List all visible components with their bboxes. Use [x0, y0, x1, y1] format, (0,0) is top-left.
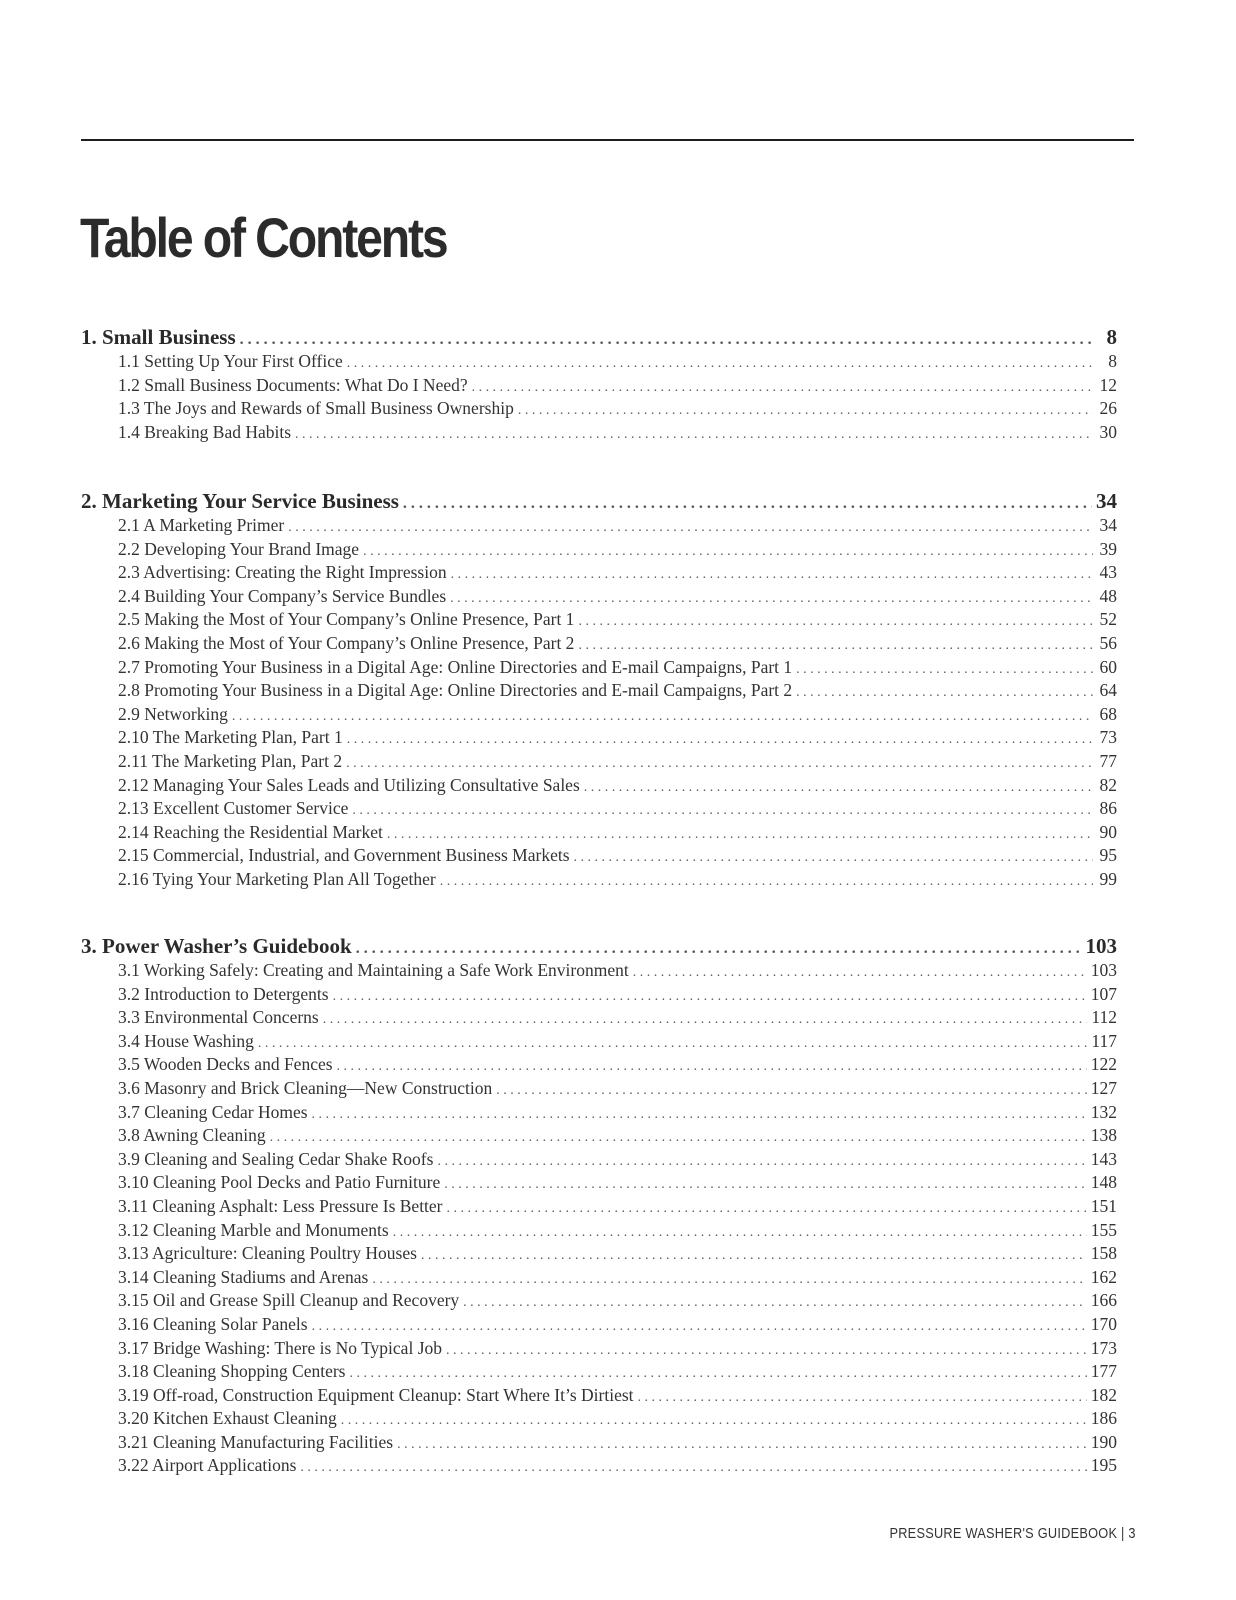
toc-entry[interactable] [81, 351, 1117, 375]
toc-entry[interactable] [81, 1314, 1117, 1338]
page-number: 112 [1091, 1007, 1117, 1028]
dot-leader [323, 1012, 1088, 1028]
page-number: 162 [1090, 1266, 1117, 1287]
toc-section-1 [81, 325, 1117, 445]
entry-title: 2.9 Networking [118, 703, 228, 724]
page-number: 127 [1090, 1077, 1117, 1098]
entry-title: 2.14 Reaching the Residential Market [118, 821, 383, 842]
toc-entry[interactable] [81, 1432, 1117, 1456]
entry-title: 1.4 Breaking Bad Habits [118, 421, 292, 442]
page-number: 148 [1090, 1172, 1117, 1193]
toc-entry[interactable] [81, 727, 1117, 751]
toc-entry[interactable] [81, 680, 1117, 704]
entry-title: 2.10 The Marketing Plan, Part 1 [118, 727, 343, 748]
page-number: 56 [1099, 632, 1117, 653]
toc-entry[interactable] [81, 1125, 1117, 1149]
page-number: 73 [1099, 727, 1117, 748]
toc-entry[interactable] [81, 1007, 1117, 1031]
page-number: 90 [1099, 821, 1117, 842]
toc-entry[interactable] [81, 775, 1117, 799]
page-number: 26 [1099, 398, 1117, 419]
dot-leader [638, 1390, 1087, 1406]
toc-entry[interactable] [81, 1361, 1117, 1385]
toc-entry[interactable] [81, 984, 1117, 1008]
dot-leader [300, 1460, 1086, 1476]
dot-leader [347, 356, 1093, 372]
page-number: 39 [1099, 538, 1117, 559]
page-number: 186 [1090, 1408, 1117, 1429]
page-number: 95 [1099, 845, 1117, 866]
dot-leader [341, 1413, 1087, 1429]
page-number: 103 [1090, 960, 1117, 980]
dot-leader [574, 850, 1093, 866]
dot-leader [312, 1319, 1087, 1335]
page-number: 170 [1090, 1313, 1117, 1334]
entry-title: 3.10 Cleaning Pool Decks and Patio Furniture [118, 1172, 441, 1193]
page-number: 82 [1099, 774, 1117, 795]
toc-entry[interactable] [81, 960, 1117, 984]
toc-entry[interactable] [81, 822, 1117, 846]
toc-entry[interactable] [81, 1031, 1117, 1055]
entry-title: 2.16 Tying Your Marketing Plan All Together [118, 868, 436, 889]
dot-leader [349, 1366, 1086, 1382]
page-number: 99 [1099, 868, 1117, 889]
toc-entry[interactable] [81, 657, 1117, 681]
page-number: 195 [1090, 1455, 1117, 1476]
entry-title: 3.7 Cleaning Cedar Homes [118, 1101, 308, 1122]
entry-title: 2.4 Building Your Company’s Service Bundles [118, 585, 447, 606]
dot-leader [578, 638, 1093, 654]
page-number: 77 [1099, 750, 1117, 771]
toc-entry[interactable] [81, 398, 1117, 422]
dot-leader [584, 780, 1093, 796]
entry-title: 2.15 Commercial, Industrial, and Government Business Markets [118, 845, 570, 866]
entry-title: 2.5 Making the Most of Your Company’s Online Presence, Part 1 [118, 609, 575, 630]
dot-leader [796, 685, 1093, 701]
entry-title: 2.8 Promoting Your Business in a Digital Age: Online Directories and E-mail Campaigns, Part 2 [118, 680, 793, 701]
entry-title: 3.11 Cleaning Asphalt: Less Pressure Is Better [118, 1195, 443, 1216]
dot-leader [463, 1295, 1087, 1311]
page-number: 173 [1090, 1337, 1117, 1358]
entry-title: 2.12 Managing Your Sales Leads and Utilizing Consultative Sales [118, 774, 580, 795]
entry-title: 3.4 House Washing [118, 1030, 254, 1051]
entry-title: 2.13 Excellent Customer Service [118, 798, 349, 819]
page-footer: PRESSURE WASHER'S GUIDEBOOK | 3 [889, 1525, 1136, 1542]
page-number: 155 [1090, 1219, 1117, 1240]
page-number: 60 [1099, 656, 1117, 677]
page-number: 117 [1091, 1030, 1117, 1051]
dot-leader [288, 520, 1093, 536]
dot-leader [472, 380, 1093, 396]
dot-leader [240, 331, 1093, 349]
entry-title: 3.3 Environmental Concerns [118, 1007, 319, 1028]
toc-section-3 [81, 934, 1117, 1479]
dot-leader [346, 756, 1093, 772]
page-number: 8 [1106, 325, 1117, 349]
dot-leader [446, 1343, 1087, 1359]
toc-entry[interactable] [81, 1243, 1117, 1267]
toc-entry[interactable] [81, 1267, 1117, 1291]
dot-leader [421, 1248, 1087, 1264]
toc-entry[interactable] [81, 375, 1117, 399]
page-number: 143 [1090, 1148, 1117, 1169]
entry-title: 1.3 The Joys and Rewards of Small Business Ownership [118, 398, 514, 419]
entry-title: 3.1 Working Safely: Creating and Maintaining a Safe Work Environment [118, 960, 629, 980]
toc-chapter-entry[interactable] [81, 325, 1117, 351]
toc-entry[interactable] [81, 1408, 1117, 1432]
dot-leader [333, 989, 1087, 1005]
dot-leader [356, 940, 1082, 958]
entry-title: 2.7 Promoting Your Business in a Digital Age: Online Directories and E-mail Campaigns, Part 1 [118, 656, 793, 677]
dot-leader [440, 874, 1093, 890]
dot-leader [352, 803, 1093, 819]
toc-entry[interactable] [81, 1338, 1117, 1362]
page-number: 190 [1090, 1431, 1117, 1452]
toc-entry[interactable] [81, 1196, 1117, 1220]
entry-title: 3.5 Wooden Decks and Fences [118, 1054, 333, 1075]
page-number: 132 [1090, 1101, 1117, 1122]
page-number: 107 [1090, 983, 1117, 1004]
toc-entry[interactable] [81, 586, 1117, 610]
chapter-title: 3. Power Washer’s Guidebook [81, 934, 352, 958]
toc-chapter-entry[interactable] [81, 934, 1117, 960]
entry-title: 3.20 Kitchen Exhaust Cleaning [118, 1408, 337, 1429]
toc-entry[interactable] [81, 609, 1117, 633]
toc-entry[interactable] [81, 1054, 1117, 1078]
toc-entry[interactable] [81, 704, 1117, 728]
page-number: 86 [1099, 798, 1117, 819]
toc-entry[interactable] [81, 1220, 1117, 1244]
toc-entry[interactable] [81, 422, 1117, 446]
dot-leader [372, 1272, 1086, 1288]
toc-entry[interactable] [81, 1455, 1117, 1479]
toc-entry[interactable] [81, 562, 1117, 586]
entry-title: 3.22 Airport Applications [118, 1455, 297, 1476]
page-number: 34 [1096, 489, 1117, 513]
toc-chapter-entry[interactable] [81, 489, 1117, 515]
header-rule [81, 139, 1134, 141]
dot-leader [393, 1225, 1087, 1241]
toc-entry[interactable] [81, 1290, 1117, 1314]
page-number: 151 [1090, 1195, 1117, 1216]
page-number: 166 [1090, 1290, 1117, 1311]
entry-title: 3.14 Cleaning Stadiums and Arenas [118, 1266, 369, 1287]
entry-title: 3.18 Cleaning Shopping Centers [118, 1361, 346, 1382]
toc-entry[interactable] [81, 1172, 1117, 1196]
toc-entry[interactable] [81, 1149, 1117, 1173]
page-number: 158 [1090, 1243, 1117, 1264]
dot-leader [258, 1036, 1088, 1052]
page-number: 68 [1099, 703, 1117, 724]
dot-leader [447, 1201, 1087, 1217]
toc-entry[interactable] [81, 1385, 1117, 1409]
entry-title: 2.1 A Marketing Primer [118, 515, 285, 535]
page-number: 34 [1099, 515, 1117, 535]
dot-leader [496, 1083, 1086, 1099]
toc-entry[interactable] [81, 751, 1117, 775]
entry-title: 3.17 Bridge Washing: There is No Typical Job [118, 1337, 442, 1358]
entry-title: 2.2 Developing Your Brand Image [118, 538, 360, 559]
entry-title: 3.19 Off-road, Construction Equipment Cleanup: Start Where It’s Dirtiest [118, 1384, 634, 1405]
entry-title: 3.16 Cleaning Solar Panels [118, 1313, 308, 1334]
toc-entry[interactable] [81, 845, 1117, 869]
dot-leader [633, 965, 1087, 981]
toc-entry[interactable] [81, 539, 1117, 563]
entry-title: 3.13 Agriculture: Cleaning Poultry Houses [118, 1243, 417, 1264]
dot-leader [363, 544, 1093, 560]
dot-leader [437, 1154, 1086, 1170]
page-title: Table of Contents [80, 206, 447, 269]
entry-title: 3.8 Awning Cleaning [118, 1125, 266, 1146]
page-number: 52 [1099, 609, 1117, 630]
dot-leader [796, 662, 1093, 678]
entry-title: 3.2 Introduction to Detergents [118, 983, 329, 1004]
entry-title: 3.9 Cleaning and Sealing Cedar Shake Roofs [118, 1148, 434, 1169]
dot-leader [312, 1107, 1087, 1123]
page-number: 48 [1099, 585, 1117, 606]
toc-entry[interactable] [81, 515, 1117, 539]
page-number: 43 [1099, 562, 1117, 583]
toc-entry[interactable] [81, 798, 1117, 822]
toc-entry[interactable] [81, 869, 1117, 893]
dot-leader [578, 614, 1093, 630]
dot-leader [337, 1059, 1087, 1075]
entry-title: 3.6 Masonry and Brick Cleaning—New Construction [118, 1077, 493, 1098]
dot-leader [232, 709, 1093, 725]
page-number: 64 [1099, 680, 1117, 701]
entry-title: 3.12 Cleaning Marble and Monuments [118, 1219, 389, 1240]
page-number: 138 [1090, 1125, 1117, 1146]
dot-leader [450, 591, 1093, 607]
dot-leader [295, 427, 1093, 443]
entry-title: 2.6 Making the Most of Your Company’s Online Presence, Part 2 [118, 632, 575, 653]
entry-title: 3.21 Cleaning Manufacturing Facilities [118, 1431, 394, 1452]
dot-leader [444, 1177, 1086, 1193]
entry-title: 2.11 The Marketing Plan, Part 2 [118, 750, 343, 771]
page-number: 122 [1090, 1054, 1117, 1075]
page-number: 12 [1099, 374, 1117, 395]
chapter-title: 1. Small Business [81, 325, 236, 349]
chapter-title: 2. Marketing Your Service Business [81, 489, 399, 513]
toc-entry[interactable] [81, 1078, 1117, 1102]
page-number: 30 [1099, 421, 1117, 442]
dot-leader [347, 732, 1093, 748]
toc-entry[interactable] [81, 633, 1117, 657]
page-number: 182 [1090, 1384, 1117, 1405]
entry-title: 3.15 Oil and Grease Spill Cleanup and Recovery [118, 1290, 460, 1311]
toc-section-2 [81, 489, 1117, 893]
page-number: 177 [1090, 1361, 1117, 1382]
entry-title: 1.1 Setting Up Your First Office [118, 351, 343, 371]
page-number: 103 [1085, 934, 1117, 958]
dot-leader [270, 1130, 1087, 1146]
dot-leader [403, 495, 1092, 513]
dot-leader [518, 403, 1093, 419]
toc-entry[interactable] [81, 1102, 1117, 1126]
entry-title: 2.3 Advertising: Creating the Right Impression [118, 562, 447, 583]
dot-leader [387, 827, 1093, 843]
page-number: 8 [1108, 351, 1117, 371]
dot-leader [451, 567, 1093, 583]
dot-leader [397, 1437, 1087, 1453]
entry-title: 1.2 Small Business Documents: What Do I Need? [118, 374, 468, 395]
